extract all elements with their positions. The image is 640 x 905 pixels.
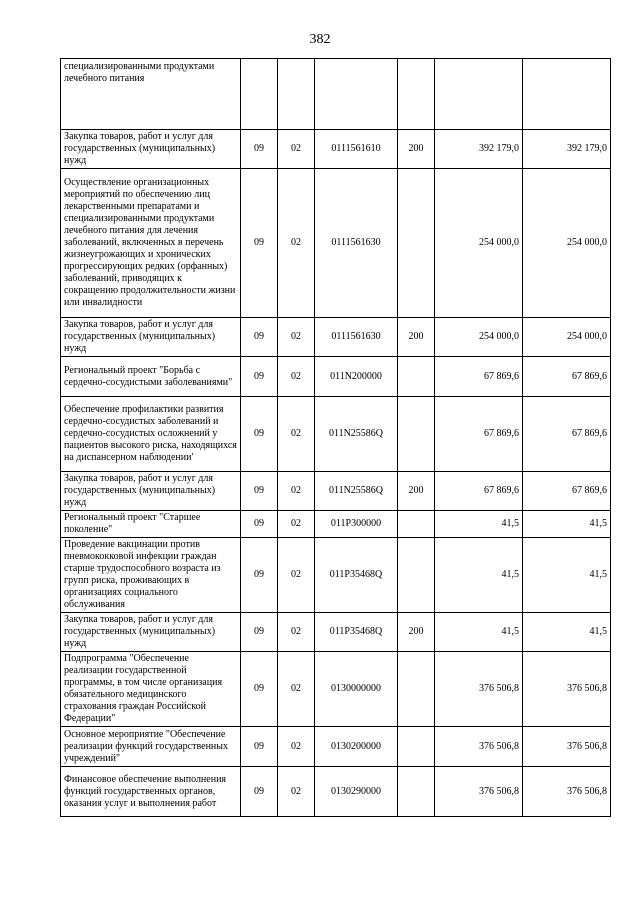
expense-type-code: 200: [398, 613, 435, 652]
expense-type-code: 200: [398, 130, 435, 169]
expense-type-code: [398, 397, 435, 472]
table-row: [61, 59, 611, 130]
subsection-code: 02: [278, 357, 315, 397]
table-row: [61, 472, 611, 511]
amount-cell: 41,5: [435, 613, 523, 652]
subsection-code: 02: [278, 652, 315, 727]
target-article-code: 011P35468Q: [315, 613, 398, 652]
target-article-code: [315, 59, 398, 130]
row-name: Закупка товаров, работ и услуг для государственных (муниципальных) нужд: [61, 472, 241, 511]
subsection-code: 02: [278, 169, 315, 318]
total-cell: 376 506,8: [523, 652, 611, 727]
table-row: [61, 727, 611, 767]
amount-cell: 376 506,8: [435, 652, 523, 727]
total-cell: 376 506,8: [523, 767, 611, 817]
budget-table: [60, 58, 611, 817]
table-row: [61, 169, 611, 318]
expense-type-code: 200: [398, 472, 435, 511]
expense-type-code: [398, 59, 435, 130]
section-code: 09: [241, 318, 278, 357]
total-cell: [523, 59, 611, 130]
table-row: [61, 130, 611, 169]
section-code: 09: [241, 767, 278, 817]
amount-cell: 67 869,6: [435, 472, 523, 511]
target-article-code: 0130000000: [315, 652, 398, 727]
expense-type-code: [398, 538, 435, 613]
target-article-code: 0130200000: [315, 727, 398, 767]
amount-cell: 254 000,0: [435, 318, 523, 357]
subsection-code: 02: [278, 397, 315, 472]
table-row: [61, 767, 611, 817]
section-code: 09: [241, 169, 278, 318]
section-code: 09: [241, 538, 278, 613]
total-cell: 41,5: [523, 613, 611, 652]
total-cell: 254 000,0: [523, 318, 611, 357]
total-cell: 67 869,6: [523, 472, 611, 511]
row-name: Финансовое обеспечение выполнения функций государственных органов, оказания услуг и выполнения работ: [61, 767, 241, 817]
total-cell: 392 179,0: [523, 130, 611, 169]
amount-cell: 254 000,0: [435, 169, 523, 318]
target-article-code: 0130290000: [315, 767, 398, 817]
section-code: 09: [241, 511, 278, 538]
subsection-code: 02: [278, 472, 315, 511]
total-cell: 41,5: [523, 538, 611, 613]
row-name: Закупка товаров, работ и услуг для государственных (муниципальных) нужд: [61, 613, 241, 652]
table-row: [61, 511, 611, 538]
row-name: специализированными продуктами лечебного питания: [61, 59, 241, 130]
table-row: [61, 357, 611, 397]
row-name: Подпрограмма "Обеспечение реализации государственной программы, в том числе организация обязательного медицинского страхования граждан Российской Федерации": [61, 652, 241, 727]
subsection-code: 02: [278, 767, 315, 817]
target-article-code: 011N200000: [315, 357, 398, 397]
subsection-code: 02: [278, 613, 315, 652]
subsection-code: 02: [278, 727, 315, 767]
table-row: [61, 538, 611, 613]
section-code: 09: [241, 130, 278, 169]
row-name: Основное мероприятие "Обеспечение реализации функций государственных учреждений": [61, 727, 241, 767]
target-article-code: 0111561610: [315, 130, 398, 169]
expense-type-code: 200: [398, 318, 435, 357]
page-number: 382: [309, 32, 331, 47]
amount-cell: 67 869,6: [435, 397, 523, 472]
amount-cell: 41,5: [435, 538, 523, 613]
amount-cell: 392 179,0: [435, 130, 523, 169]
target-article-code: 011N25586Q: [315, 397, 398, 472]
total-cell: 376 506,8: [523, 727, 611, 767]
amount-cell: 67 869,6: [435, 357, 523, 397]
expense-type-code: [398, 169, 435, 318]
subsection-code: 02: [278, 511, 315, 538]
subsection-code: 02: [278, 318, 315, 357]
amount-cell: [435, 59, 523, 130]
subsection-code: 02: [278, 538, 315, 613]
expense-type-code: [398, 727, 435, 767]
row-name: Закупка товаров, работ и услуг для государственных (муниципальных) нужд: [61, 130, 241, 169]
table-row: [61, 318, 611, 357]
row-name: Проведение вакцинации против пневмококковой инфекции граждан старше трудоспособного возраста из групп риска, проживающих в организациях социального обслуживания: [61, 538, 241, 613]
section-code: 09: [241, 727, 278, 767]
section-code: 09: [241, 613, 278, 652]
row-name: Региональный проект "Борьба с сердечно-сосудистыми заболеваниями": [61, 357, 241, 397]
target-article-code: 011P300000: [315, 511, 398, 538]
row-name: Региональный проект "Старшее поколение": [61, 511, 241, 538]
target-article-code: 011N25586Q: [315, 472, 398, 511]
table-row: [61, 397, 611, 472]
amount-cell: 376 506,8: [435, 767, 523, 817]
table-row: [61, 613, 611, 652]
amount-cell: 376 506,8: [435, 727, 523, 767]
subsection-code: 02: [278, 130, 315, 169]
section-code: [241, 59, 278, 130]
section-code: 09: [241, 357, 278, 397]
row-name: Закупка товаров, работ и услуг для государственных (муниципальных) нужд: [61, 318, 241, 357]
section-code: 09: [241, 397, 278, 472]
expense-type-code: [398, 767, 435, 817]
total-cell: 67 869,6: [523, 397, 611, 472]
table-row: [61, 652, 611, 727]
amount-cell: 41,5: [435, 511, 523, 538]
total-cell: 254 000,0: [523, 169, 611, 318]
expense-type-code: [398, 357, 435, 397]
target-article-code: 0111561630: [315, 318, 398, 357]
expense-type-code: [398, 511, 435, 538]
total-cell: 41,5: [523, 511, 611, 538]
section-code: 09: [241, 652, 278, 727]
row-name: Обеспечение профилактики развития сердечно-сосудистых заболеваний и сердечно-сосудистых осложнений у пациентов высокого риска, находящихся на диспансерном наблюдении': [61, 397, 241, 472]
subsection-code: [278, 59, 315, 130]
section-code: 09: [241, 472, 278, 511]
row-name: Осуществление организационных мероприятий по обеспечению лиц лекарственными препаратами и специализированными продуктами лечебного питания для лечения заболеваний, включенных в перечень жизнеугрожающих и хронических прогрессирующих редких (орфанных) заболеваний, приводящих к сокращению продолжительности жизни или инвалидности: [61, 169, 241, 318]
expense-type-code: [398, 652, 435, 727]
target-article-code: 011P35468Q: [315, 538, 398, 613]
target-article-code: 0111561630: [315, 169, 398, 318]
total-cell: 67 869,6: [523, 357, 611, 397]
